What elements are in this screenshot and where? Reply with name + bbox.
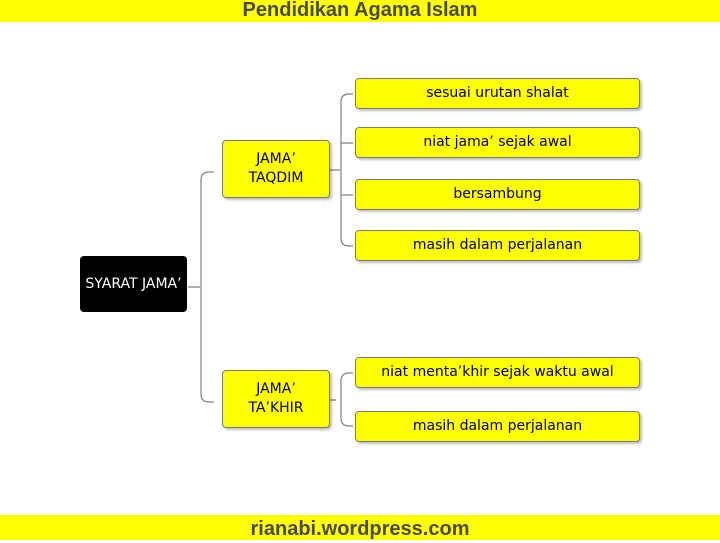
item-node	[355, 78, 640, 109]
item-label: masih dalam perjalanan	[412, 237, 583, 253]
item-label: sesuai urutan shalat	[426, 85, 569, 101]
branch-node-takhir	[222, 370, 330, 428]
connector-root-branches	[188, 172, 214, 402]
footer-banner	[0, 515, 720, 540]
item-node	[355, 179, 640, 210]
item-label: bersambung	[453, 186, 542, 202]
item-label: niat menta’khir sejak waktu awal	[381, 364, 614, 380]
item-label: niat jama’ sejak awal	[423, 134, 572, 150]
root-label: SYARAT JAMA’	[85, 275, 182, 292]
branch-label-takhir: JAMA’ TA’KHIR	[248, 381, 304, 416]
connector-takhir-items	[330, 373, 353, 426]
item-node	[355, 127, 640, 158]
item-node	[355, 357, 640, 388]
connector-taqdim-items	[330, 94, 353, 246]
item-label: masih dalam perjalanan	[412, 418, 583, 434]
page-title: Pendidikan Agama Islam	[242, 0, 478, 21]
root-node	[80, 256, 187, 312]
branch-label-taqdim: JAMA’ TAQDIM	[248, 151, 304, 186]
item-node	[355, 411, 640, 442]
footer-text: rianabi.wordpress.com	[250, 518, 470, 540]
branch-node-taqdim	[222, 140, 330, 198]
item-node	[355, 230, 640, 261]
